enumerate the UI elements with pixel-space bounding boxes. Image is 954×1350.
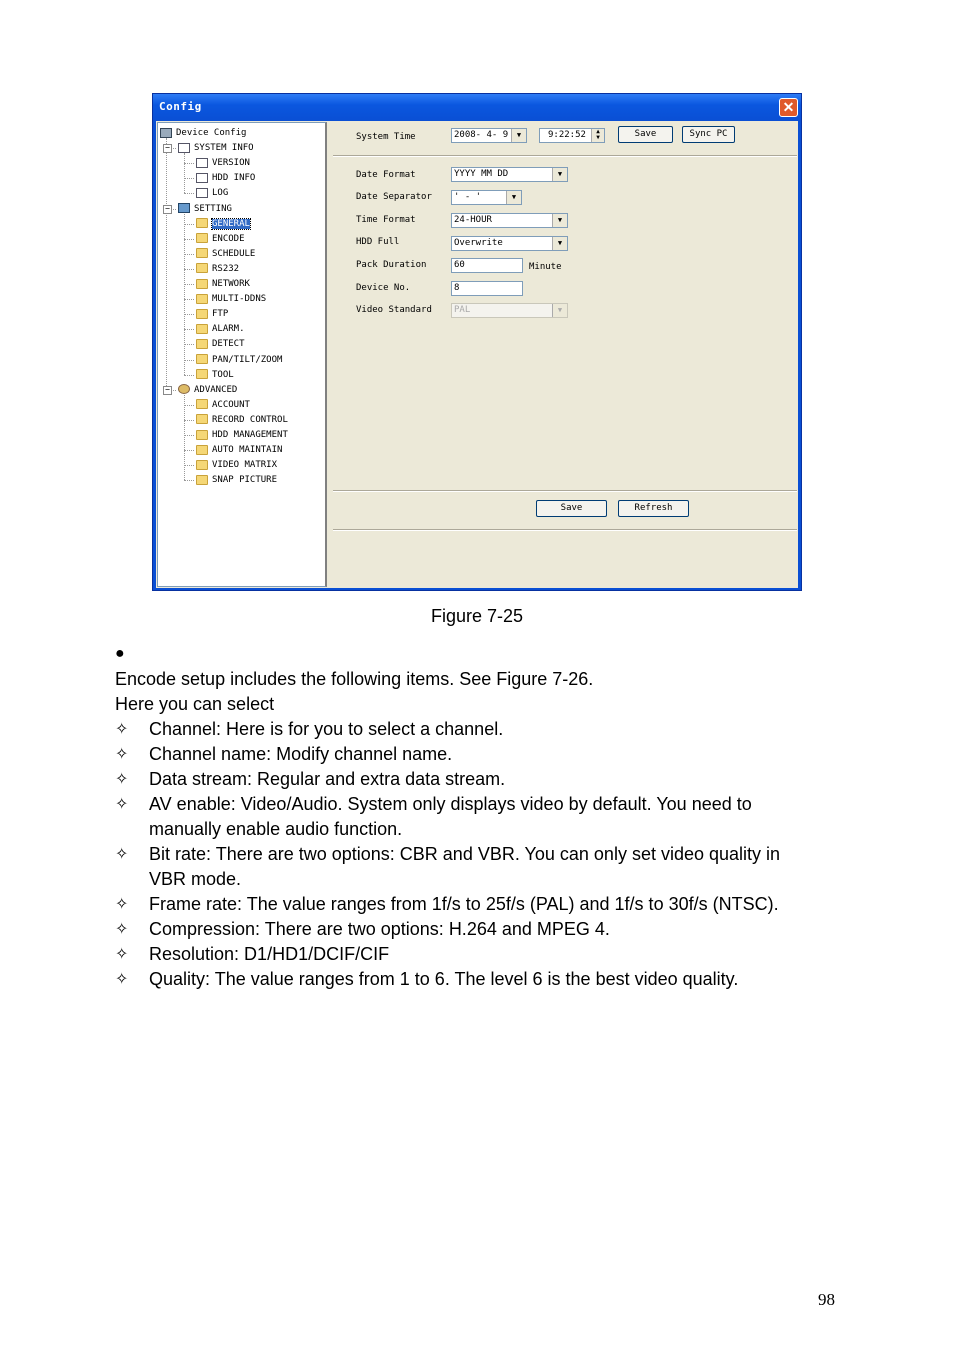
diamond-bullet-icon: ✧ [115,971,129,988]
save-top-button[interactable]: Save [618,126,673,143]
diamond-bullet-icon: ✧ [115,896,129,913]
bullet-dot: ● [115,645,125,662]
folder-icon [196,354,208,364]
tree-connector [184,153,185,193]
tree-connector [184,269,194,270]
tree-item-label: SETTING [194,203,232,214]
hdd-full-select[interactable] [451,236,568,251]
tree-connector [184,450,194,451]
tree-item-alarm[interactable] [196,322,245,336]
divider-mid [333,490,797,492]
tree-item-system-info[interactable] [178,141,254,155]
list-item-text: manually enable audio function. [149,819,403,839]
list-item-text: Frame rate: The value ranges from 1f/s to 25f/s (PAL) and 1f/s to 30f/s (NTSC). [149,894,779,914]
tree-connector [184,435,194,436]
tree-item-label: AUTO MAINTAIN [212,445,283,456]
folder-icon [196,218,208,228]
time-spinner[interactable] [539,128,605,143]
folder-icon [196,430,208,440]
diamond-bullet-icon: ✧ [115,746,129,763]
tree-item-advanced[interactable] [178,383,237,397]
date-format-select[interactable] [451,167,568,182]
tree-item-label: ENCODE [212,233,245,244]
tree-item-setting[interactable] [178,202,232,216]
chevron-down-icon[interactable]: ▼ [552,168,567,181]
save-button[interactable]: Save [536,500,607,517]
folder-icon [196,445,208,455]
device-no-input[interactable] [451,281,523,296]
collapse-toggle[interactable]: − [163,205,172,214]
tree-item-label: GENERAL [212,218,250,229]
chevron-down-icon[interactable]: ▼ [506,191,521,204]
tree-item-pan-tilt-zoom[interactable] [196,353,282,367]
divider-top [333,155,797,157]
folder-icon [196,339,208,349]
tree-item-label: FTP [212,309,229,320]
device-no-value: 8 [454,283,460,293]
time-format-select[interactable] [451,213,568,228]
tree-item-auto-maintain[interactable] [196,443,282,457]
page-number: 98 [818,1290,835,1309]
refresh-button[interactable]: Refresh [618,500,689,517]
system-time-label: System Time [356,132,416,142]
tree-item-label: HDD INFO [212,173,256,184]
edit-document-icon [196,188,208,198]
tree-connector [184,360,194,361]
tree-item-label: DETECT [212,339,245,350]
folder-icon [196,414,208,424]
spin-icon[interactable]: ▲ ▼ [591,129,604,142]
chevron-down-icon: ▼ [552,304,567,317]
window-title: Config [159,100,202,113]
tree-connector [184,329,194,330]
folder-icon [196,324,208,334]
tree-item-encode[interactable] [196,232,245,246]
list-item-text: Data stream: Regular and extra data stream. [149,769,506,789]
intro-line-2: Here you can select [115,694,275,714]
list-item-text: VBR mode. [149,869,242,889]
tree-item-label: SNAP PICTURE [212,475,278,486]
time-format-label: Time Format [356,215,416,225]
chevron-down-icon[interactable]: ▼ [511,129,526,142]
diamond-bullet-icon: ✧ [115,771,129,788]
date-picker[interactable] [451,128,527,143]
folder-icon [196,475,208,485]
edit-document-icon [196,173,208,183]
folder-icon [196,279,208,289]
collapse-toggle[interactable]: − [163,386,172,395]
tree-item-label: ACCOUNT [212,399,250,410]
divider-bottom [333,529,797,531]
tree-item-label: RS232 [212,263,240,274]
tree-item-snap-picture[interactable] [196,473,277,487]
list-item-text: Resolution: D1/HD1/DCIF/CIF [149,944,390,964]
list-item-text: AV enable: Video/Audio. System only displays video by default. You need to [149,794,752,814]
date-separator-value: ' - ' [454,192,482,202]
intro-line-1: Encode setup includes the following items. See Figure 7-26. [115,669,594,689]
folder-icon [196,309,208,319]
list-item-text: Quality: The value ranges from 1 to 6. The level 6 is the best video quality. [149,969,739,989]
date-format-value: YYYY MM DD [454,169,509,179]
folder-icon [196,248,208,258]
tree-item-label: ADVANCED [194,384,238,395]
list-item-text: Channel name: Modify channel name. [149,744,453,764]
tree-connector [184,465,194,466]
list-item-text: Compression: There are two options: H.264 and MPEG 4. [149,919,610,939]
tree-connector [184,405,194,406]
folder-icon [196,399,208,409]
tree-item-label: VIDEO MATRIX [212,460,278,471]
tree-connector [184,375,194,376]
tree-item-rs232[interactable] [196,262,239,276]
tree-item-hdd-management[interactable] [196,428,288,442]
close-button[interactable] [779,98,798,117]
date-value: 2008- 4- 9 [454,130,509,140]
tree-item-account[interactable] [196,398,250,412]
tree-connector [184,480,194,481]
pack-duration-unit: Minute [529,262,562,272]
tree-connector [184,239,194,240]
tree-connector [184,163,194,164]
tree-item-record-control[interactable] [196,413,288,427]
tree-item-label: MULTI-DDNS [212,294,267,305]
tree-item-schedule[interactable] [196,247,255,261]
tree-connector [184,420,194,421]
tree-item-network[interactable] [196,277,250,291]
date-separator-label: Date Separator [356,192,432,202]
tree-connector [184,224,194,225]
window-client [156,121,798,588]
time-format-value: 24-HOUR [454,215,492,225]
tree-item-label: Device Config [176,128,247,138]
tree-item-label: SCHEDULE [212,248,256,259]
tree-item-label: HDD MANAGEMENT [212,430,288,440]
tree-connector [184,314,194,315]
tree-item-label: ALARM. [212,324,245,335]
tree-connector [184,395,185,481]
tree-connector [184,344,194,345]
device-config-tree[interactable] [157,122,327,587]
edit-document-icon [178,143,190,153]
edit-document-icon [196,158,208,168]
date-format-label: Date Format [356,170,416,180]
tree-item-ftp[interactable] [196,307,228,321]
tree-item-label: LOG [212,188,229,199]
tree-connector [184,254,194,255]
diamond-bullet-icon: ✧ [115,846,129,863]
hdd-full-value: Overwrite [454,238,503,248]
gears-icon [178,384,190,394]
tree-item-label: SYSTEM INFO [194,143,254,154]
folder-icon [196,369,208,379]
tree-connector [184,214,185,375]
tree-connector [184,178,194,179]
video-standard-value: PAL [454,305,471,315]
title-bar[interactable] [153,94,801,121]
folder-icon [196,460,208,470]
tree-item-label: VERSION [212,158,250,169]
config-window [152,93,802,591]
tree-connector [184,299,194,300]
diamond-bullet-icon: ✧ [115,946,129,963]
video-standard-label: Video Standard [356,305,432,315]
tree-item-version[interactable] [196,156,250,170]
tree-connector [184,193,194,194]
tree-item-device-config[interactable] [160,126,246,140]
chevron-down-icon[interactable]: ▼ [552,237,567,250]
diamond-bullet-icon: ✧ [115,721,129,738]
collapse-toggle[interactable]: − [163,144,172,153]
time-value: 9:22:52 [548,130,586,140]
folder-icon [196,294,208,304]
tree-item-label: TOOL [212,369,234,380]
chevron-down-icon[interactable]: ▼ [552,214,567,227]
tree-item-label: PAN/TILT/ZOOM [212,354,283,365]
pack-duration-value: 60 [454,260,465,270]
tree-item-multi-ddns[interactable] [196,292,266,306]
tree-item-video-matrix[interactable] [196,458,277,472]
computer-icon [160,128,172,138]
pack-duration-label: Pack Duration [356,260,427,270]
tree-item-label: RECORD CONTROL [212,414,288,425]
list-item-text: Bit rate: There are two options: CBR and VBR. You can only set video quality in [149,844,781,864]
tree-item-detect[interactable] [196,337,245,351]
video-standard-select [451,303,568,318]
tools-icon [178,203,190,213]
tree-item-general[interactable] [196,217,250,231]
tree-item-label: NETWORK [212,279,250,289]
folder-icon [196,263,208,273]
tree-item-hdd-info[interactable] [196,171,255,185]
pack-duration-input[interactable] [451,258,523,273]
tree-connector [184,284,194,285]
sync-pc-button[interactable]: Sync PC [682,126,735,143]
tree-item-log[interactable] [196,186,228,200]
tree-item-tool[interactable] [196,368,234,382]
device-no-label: Device No. [356,283,411,293]
list-item-text: Channel: Here is for you to select a channel. [149,719,504,739]
close-icon: ✕ [782,99,795,115]
hdd-full-label: HDD Full [356,237,400,247]
folder-icon [196,233,208,243]
figure-caption: Figure 7-25 [430,606,524,626]
diamond-bullet-icon: ✧ [115,796,129,813]
diamond-bullet-icon: ✧ [115,921,129,938]
tree-connector [166,138,167,390]
date-separator-select[interactable] [451,190,522,205]
